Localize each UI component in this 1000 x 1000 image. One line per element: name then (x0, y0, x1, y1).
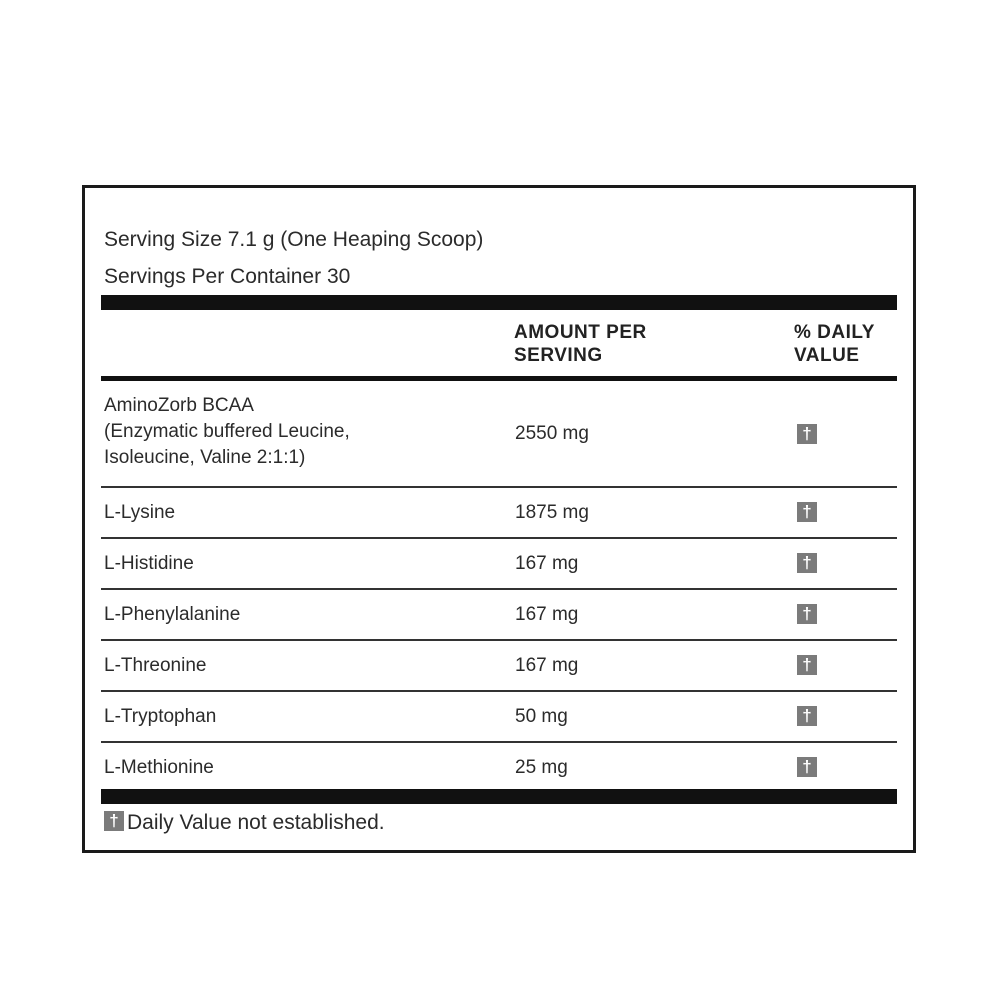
dagger-icon (104, 811, 124, 831)
dagger-symbol: † (802, 424, 812, 443)
table-row (101, 692, 897, 743)
dagger-icon (797, 553, 817, 573)
dagger-icon (797, 706, 817, 726)
ingredient-name: L-Phenylalanine (104, 604, 241, 625)
ingredient-amount: 50 mg (515, 706, 568, 727)
table-row (101, 381, 897, 488)
ingredient-amount: 167 mg (515, 553, 579, 574)
ingredient-amount: 2550 mg (515, 423, 589, 444)
table-row (101, 539, 897, 590)
ingredient-name: L-Tryptophan (104, 706, 217, 727)
dagger-symbol: † (802, 502, 812, 521)
amount-header-line1: AMOUNT PER (514, 322, 647, 343)
dagger-icon (797, 655, 817, 675)
ingredient-name-line: (Enzymatic buffered Leucine, (104, 421, 350, 442)
dv-header-line1: % DAILY (794, 322, 875, 343)
ingredient-amount: 167 mg (515, 655, 579, 676)
dagger-icon (797, 424, 817, 444)
bottom-thick-rule (101, 789, 897, 804)
ingredient-name: L-Methionine (104, 757, 214, 778)
table-row (101, 743, 897, 789)
footnote-text: Daily Value not established. (127, 811, 385, 834)
dagger-symbol: † (802, 706, 812, 725)
top-thick-rule (101, 295, 897, 310)
dv-header-line2: VALUE (794, 345, 860, 366)
table-row (101, 590, 897, 641)
ingredient-name: L-Threonine (104, 655, 207, 676)
dagger-symbol: † (802, 604, 812, 623)
dagger-icon (797, 604, 817, 624)
ingredient-amount: 25 mg (515, 757, 568, 778)
dagger-symbol: † (802, 757, 812, 776)
amount-header-line2: SERVING (514, 345, 603, 366)
servings-per-container: Servings Per Container 30 (104, 265, 351, 288)
ingredient-name: L-Histidine (104, 553, 194, 574)
amount-per-serving-header (514, 321, 647, 367)
ingredient-name (104, 393, 350, 471)
ingredient-amount: 167 mg (515, 604, 579, 625)
dagger-icon (797, 502, 817, 522)
ingredient-name-line: Isoleucine, Valine 2:1:1) (104, 447, 306, 468)
ingredient-name: L-Lysine (104, 502, 176, 523)
daily-value-header (794, 321, 875, 367)
ingredient-amount: 1875 mg (515, 502, 589, 523)
dagger-symbol: † (109, 811, 119, 830)
supplement-facts-panel (82, 185, 916, 853)
panel-inner (101, 188, 897, 850)
dagger-icon (797, 757, 817, 777)
table-row (101, 641, 897, 692)
serving-size: Serving Size 7.1 g (One Heaping Scoop) (104, 228, 484, 251)
dagger-symbol: † (802, 655, 812, 674)
table-row (101, 488, 897, 539)
dagger-symbol: † (802, 553, 812, 572)
footnote (104, 810, 385, 836)
ingredient-name-line: AminoZorb BCAA (104, 395, 254, 416)
